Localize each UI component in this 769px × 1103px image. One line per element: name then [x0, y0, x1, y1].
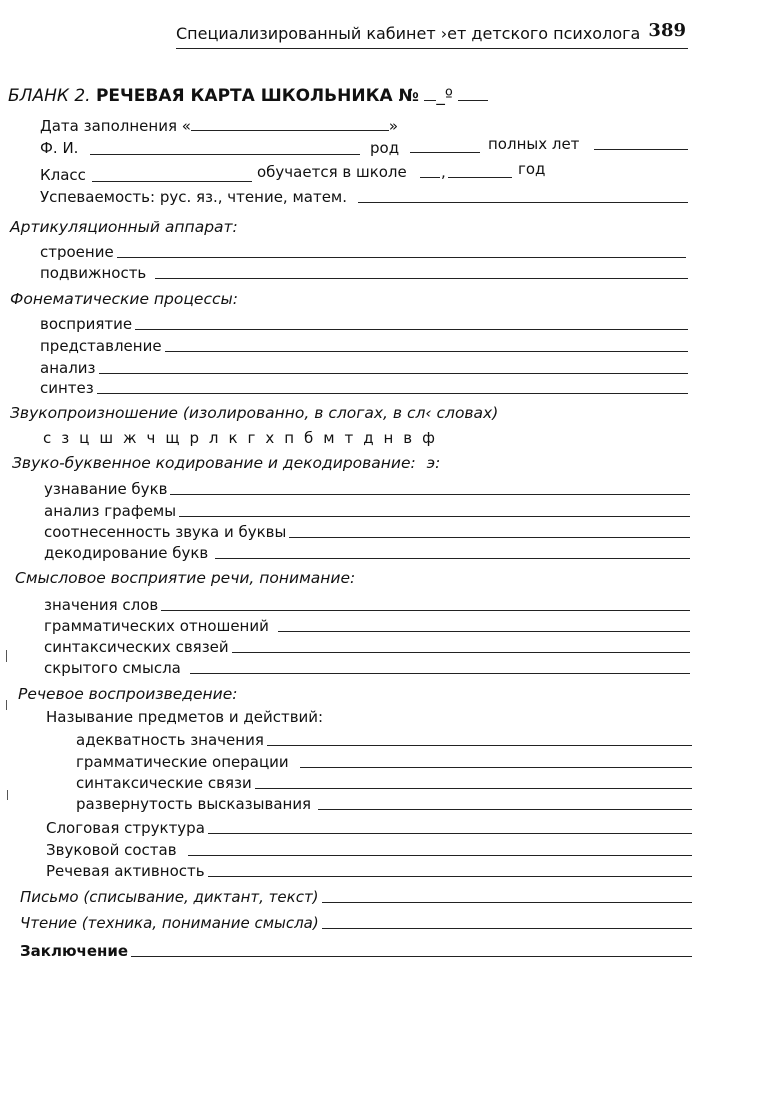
age-label: полных лет: [488, 135, 580, 153]
coding-title: [12, 454, 440, 472]
coding-correlation-field[interactable]: [289, 537, 690, 538]
sound-composition-row: [46, 839, 692, 859]
sound-composition-field[interactable]: [188, 855, 692, 856]
date-field[interactable]: [191, 115, 389, 131]
coding-letters-label: узнавание букв: [44, 480, 168, 498]
coding-decoding-row: [44, 542, 690, 562]
school-comma: ,: [441, 163, 446, 181]
class-field[interactable]: [92, 181, 252, 182]
phonemic-analysis-row: [40, 357, 688, 377]
comprehension-syntax-field[interactable]: [232, 652, 690, 653]
phonemic-synthesis-row: [40, 377, 688, 397]
naming-syntax-row: [76, 772, 692, 792]
coding-decoding-field[interactable]: [215, 558, 690, 559]
articulation-structure-label: строение: [40, 243, 114, 261]
coding-correlation-row: [44, 521, 690, 541]
name-row: [40, 139, 78, 157]
writing-label: Письмо (списывание, диктант, текст): [20, 888, 319, 906]
phonemic-analysis-label: анализ: [40, 359, 96, 377]
phonemic-representation-field[interactable]: [165, 351, 688, 352]
comprehension-grammar-field[interactable]: [278, 631, 690, 632]
performance-row: [40, 186, 688, 206]
articulation-mobility-field[interactable]: [155, 278, 688, 279]
naming-expansion-field[interactable]: [318, 809, 692, 810]
pronunciation-letters: с з ц ш ж ч щ р л к г х п б м т д н в ф: [43, 429, 438, 447]
naming-syntax-field[interactable]: [255, 788, 692, 789]
year-label: год: [518, 160, 546, 178]
writing-field[interactable]: [322, 902, 692, 903]
naming-adequacy-label: адекватность значения: [76, 731, 264, 749]
phonemic-analysis-field[interactable]: [99, 373, 688, 374]
naming-grammar-row: [76, 751, 692, 771]
scan-mark: [6, 700, 7, 710]
comprehension-syntax-label: синтаксических связей: [44, 638, 229, 656]
coding-grapheme-label: анализ графемы: [44, 502, 177, 520]
reading-field[interactable]: [322, 928, 692, 929]
comprehension-hidden-field[interactable]: [190, 673, 690, 674]
name-field[interactable]: [90, 154, 360, 155]
naming-expansion-row: [76, 793, 692, 813]
comprehension-title: Смысловое восприятие речи, понимание:: [15, 569, 356, 587]
reading-label: Чтение (техника, понимание смысла): [20, 914, 319, 932]
naming-expansion-label: развернутость высказывания: [76, 795, 312, 813]
coding-correlation-label: соотнесенность звука и буквы: [44, 523, 287, 541]
phonemic-perception-label: восприятие: [40, 315, 133, 333]
card-number-blank-1[interactable]: [424, 85, 436, 101]
coding-decoding-label: декодирование букв: [44, 544, 209, 562]
coding-letters-row: [44, 478, 690, 498]
running-title: Специализированный кабинет ›ет детского психолога: [176, 24, 641, 43]
page-number: 389: [648, 20, 686, 41]
coding-grapheme-row: [44, 500, 690, 520]
conclusion-row: [20, 940, 692, 960]
header-rule: [176, 48, 688, 49]
birth-year-field[interactable]: [410, 152, 480, 153]
speech-activity-field[interactable]: [208, 876, 692, 877]
syllable-structure-label: Слоговая структура: [46, 819, 205, 837]
articulation-mobility-row: [40, 262, 688, 282]
class-label: Класс: [40, 166, 86, 184]
articulation-mobility-label: подвижность: [40, 264, 147, 282]
form-title: [8, 85, 488, 106]
speech-activity-row: [46, 860, 692, 880]
coding-title-text: Звуко-буквенное кодирование и декодирование:: [12, 454, 416, 472]
performance-label: Успеваемость: рус. яз., чтение, матем.: [40, 188, 348, 206]
running-header: [176, 20, 688, 46]
sound-composition-label: Звуковой состав: [46, 841, 177, 859]
articulation-title: Артикуляционный аппарат:: [10, 218, 238, 236]
conclusion-label: Заключение: [20, 942, 129, 960]
name-label: Ф. И.: [40, 139, 79, 157]
phonemic-title: Фонематические процессы:: [10, 290, 238, 308]
reading-row: [20, 912, 692, 932]
phonemic-perception-row: [40, 313, 688, 333]
comprehension-words-row: [44, 594, 690, 614]
syllable-structure-row: [46, 817, 692, 837]
comprehension-hidden-row: [44, 657, 690, 677]
scan-mark: [6, 650, 7, 662]
school-field-1[interactable]: [420, 177, 440, 178]
scan-mark: [7, 790, 8, 800]
phonemic-representation-row: [40, 335, 688, 355]
naming-grammar-label: грамматические операции: [76, 753, 289, 771]
pronunciation-title: Звукопроизношение (изолированно, в слогах, в сл‹ словах): [10, 404, 499, 422]
syllable-structure-field[interactable]: [208, 833, 692, 834]
comprehension-words-label: значения слов: [44, 596, 159, 614]
conclusion-field[interactable]: [131, 956, 692, 957]
comprehension-grammar-label: грамматических отношений: [44, 617, 269, 635]
birth-label: род: [370, 139, 400, 157]
date-row: [40, 115, 398, 135]
comprehension-words-field[interactable]: [161, 610, 690, 611]
phonemic-representation-label: представление: [40, 337, 162, 355]
reproduction-title: Речевое воспроизведение:: [18, 685, 238, 703]
form-title-prefix: БЛАНК 2.: [8, 86, 91, 106]
phonemic-synthesis-label: синтез: [40, 379, 94, 397]
school-field-2[interactable]: [448, 177, 512, 178]
card-number-blank-2[interactable]: [458, 85, 488, 101]
comprehension-syntax-row: [44, 636, 690, 656]
writing-row: [20, 886, 692, 906]
age-field[interactable]: [594, 149, 688, 150]
articulation-structure-row: [40, 241, 686, 261]
phonemic-synthesis-field[interactable]: [97, 393, 688, 394]
school-label: обучается в школе: [257, 163, 407, 181]
form-title-mid: _º: [436, 86, 453, 106]
naming-adequacy-field[interactable]: [267, 745, 692, 746]
form-title-main: РЕЧЕВАЯ КАРТА ШКОЛЬНИКА №: [95, 86, 420, 106]
naming-label: Называние предметов и действий:: [46, 708, 324, 726]
speech-activity-label: Речевая активность: [46, 862, 205, 880]
naming-syntax-label: синтаксические связи: [76, 774, 252, 792]
naming-adequacy-row: [76, 729, 692, 749]
naming-grammar-field[interactable]: [300, 767, 692, 768]
coding-grapheme-field[interactable]: [179, 516, 690, 517]
phonemic-perception-field[interactable]: [135, 329, 688, 330]
articulation-structure-field[interactable]: [117, 257, 686, 258]
date-close: »: [388, 117, 399, 135]
coding-title-tail: э:: [426, 454, 441, 472]
coding-letters-field[interactable]: [170, 494, 690, 495]
comprehension-hidden-label: скрытого смысла: [44, 659, 181, 677]
date-label: Дата заполнения «: [40, 117, 191, 135]
performance-field[interactable]: [358, 202, 688, 203]
comprehension-grammar-row: [44, 615, 690, 635]
